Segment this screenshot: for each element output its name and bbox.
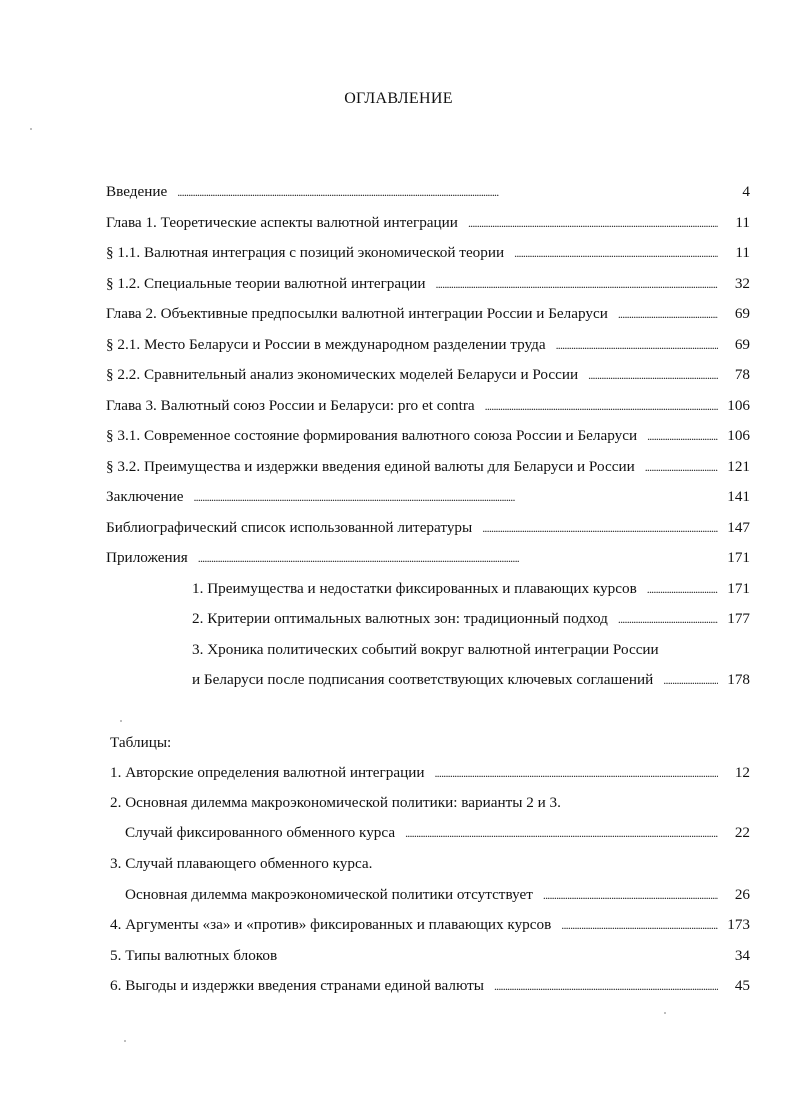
table-entry	[110, 945, 750, 967]
scan-speck	[664, 1012, 666, 1014]
appendix-entry	[192, 608, 750, 630]
table-entry-label-line1: 2. Основная дилемма макроэкономической политики: варианты 2 и 3.	[110, 794, 561, 811]
toc-entry	[106, 425, 750, 447]
scan-speck	[120, 720, 122, 722]
leader-dots	[485, 395, 718, 417]
leader-dots	[436, 273, 718, 295]
table-entry-label-line2: Случай фиксированного обменного курса	[125, 824, 396, 841]
toc-entry	[106, 273, 750, 295]
appendix-label-line1: 3. Хроника политических событий вокруг валютной интеграции России	[192, 641, 659, 658]
toc-entry	[106, 456, 750, 478]
table-entry-label: 1. Авторские определения валютной интеграции	[110, 764, 425, 781]
leader-dots	[482, 517, 718, 539]
toc-entry	[106, 395, 750, 417]
table-entry	[125, 822, 750, 844]
toc-entry	[106, 334, 750, 356]
table-entry-page: 173	[727, 916, 750, 933]
toc-entry-label: § 1.1. Валютная интеграция с позиций экономической теории	[106, 244, 505, 261]
table-entry-label-line2: Основная дилемма макроэкономической политики отсутствует	[125, 886, 533, 903]
table-entry	[110, 762, 750, 784]
toc-entry-label: Приложения	[106, 549, 188, 566]
scan-speck	[30, 128, 32, 130]
toc-entry-page: 69	[734, 305, 750, 322]
leader-dots	[556, 334, 718, 356]
toc-entry-page: 4	[742, 183, 750, 200]
toc-entry-label: § 2.2. Сравнительный анализ экономических моделей Беларуси и России	[106, 366, 579, 383]
toc-entry-page: 69	[734, 336, 750, 353]
toc-entry	[106, 547, 750, 569]
toc-entry-label: Глава 1. Теоретические аспекты валютной интеграции	[106, 214, 458, 231]
appendix-page: 171	[727, 580, 750, 597]
appendix-entry	[192, 578, 750, 600]
toc-entry-label: § 3.1. Современное состояние формирования валютного союза России и Беларуси	[106, 427, 638, 444]
toc-entry-label: Библиографический список использованной литературы	[106, 519, 473, 536]
leader-dots	[588, 364, 718, 386]
toc-entry-page: 121	[727, 458, 750, 475]
leader-dots	[468, 212, 718, 234]
appendix-page: 177	[727, 610, 750, 627]
leader-dots	[561, 914, 718, 936]
page-title: ОГЛАВЛЕНИЕ	[344, 90, 453, 107]
leader-dots	[514, 242, 718, 264]
toc-entry	[106, 486, 750, 508]
toc-entry-page: 32	[734, 275, 750, 292]
leader-dots	[177, 181, 718, 203]
toc-entry	[106, 303, 750, 325]
leader-dots	[494, 975, 718, 997]
toc-entry-label: Глава 3. Валютный союз России и Беларуси: pro et contra	[106, 397, 475, 414]
toc-entry-page: 147	[727, 519, 750, 536]
toc-entry	[106, 517, 750, 539]
toc-entry	[106, 242, 750, 264]
table-entry-label: 6. Выгоды и издержки введения странами единой валюты	[110, 977, 484, 994]
leader-dots	[647, 425, 718, 447]
appendix-page: 178	[727, 671, 750, 688]
table-entry-page: 12	[734, 764, 750, 781]
toc-entry	[106, 181, 750, 203]
toc-entry-label: Глава 2. Объективные предпосылки валютной интеграции России и Беларуси	[106, 305, 608, 322]
leader-dots	[663, 669, 718, 691]
leader-dots	[618, 608, 718, 630]
appendix-label: 1. Преимущества и недостатки фиксированных и плавающих курсов	[192, 580, 637, 597]
table-entry	[110, 975, 750, 997]
leader-dots	[198, 547, 718, 569]
toc-entry-page: 106	[727, 397, 750, 414]
toc-entry-label: Введение	[106, 183, 168, 200]
table-entry-page: 22	[734, 824, 750, 841]
table-entry-label: 4. Аргументы «за» и «против» фиксированных и плавающих курсов	[110, 916, 552, 933]
toc-entry	[106, 364, 750, 386]
toc-entry-label: Заключение	[106, 488, 184, 505]
table-entry	[125, 884, 750, 906]
table-entry-page: 34	[734, 947, 750, 964]
table-entry-label-line1: 3. Случай плавающего обменного курса.	[110, 855, 373, 872]
toc-entry-page: 171	[727, 549, 750, 566]
appendix-label-line2: и Беларуси после подписания соответствующих ключевых соглашений	[192, 671, 654, 688]
toc-entry-page: 78	[734, 366, 750, 383]
appendix-label: 2. Критерии оптимальных валютных зон: традиционный подход	[192, 610, 608, 627]
leader-dots	[405, 822, 718, 844]
appendix-entry	[192, 669, 750, 691]
table-entry-page: 26	[734, 886, 750, 903]
leader-dots	[618, 303, 718, 325]
leader-dots	[543, 884, 718, 906]
leader-dots	[434, 762, 718, 784]
toc-entry-page: 141	[727, 488, 750, 505]
toc-entry-page: 106	[727, 427, 750, 444]
table-entry-page: 45	[734, 977, 750, 994]
leader-dots	[645, 456, 718, 478]
toc-entry-label: § 3.2. Преимущества и издержки введения единой валюты для Беларуси и России	[106, 458, 635, 475]
toc-entry-label: § 2.1. Место Беларуси и России в международном разделении труда	[106, 336, 546, 353]
leader-dots	[193, 486, 718, 508]
leader-dots	[647, 578, 718, 600]
toc-entry-page: 11	[735, 214, 750, 231]
table-entry-label: 5. Типы валютных блоков	[110, 947, 278, 964]
toc-entry-label: § 1.2. Специальные теории валютной интеграции	[106, 275, 426, 292]
toc-entry	[106, 212, 750, 234]
tables-heading: Таблицы:	[110, 734, 172, 751]
toc-entry-page: 11	[735, 244, 750, 261]
scan-speck	[124, 1040, 126, 1042]
table-entry	[110, 914, 750, 936]
